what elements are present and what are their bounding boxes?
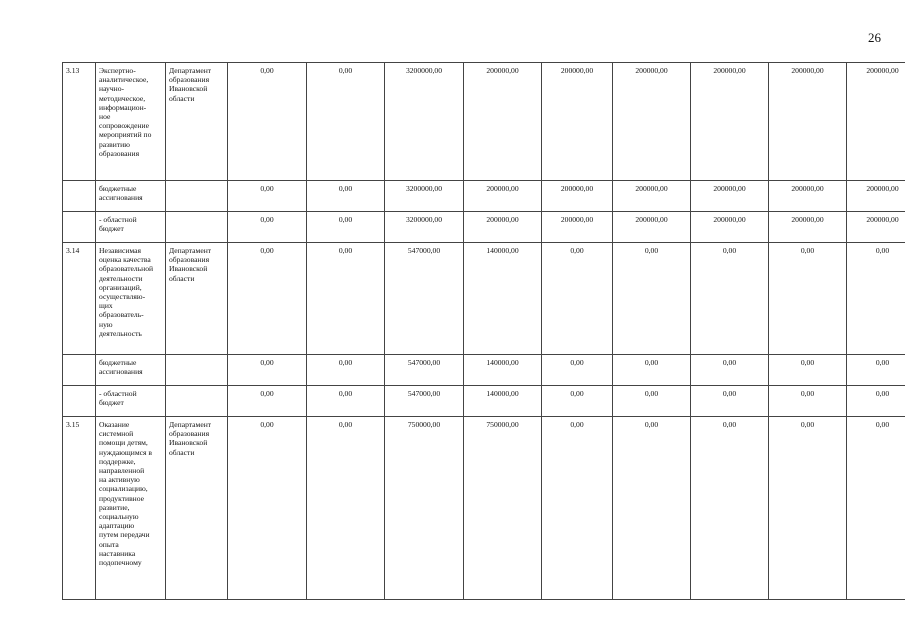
value-cell: 200000,00 [769, 212, 847, 243]
page-number: 26 [868, 30, 881, 45]
value-cell: 200000,00 [769, 63, 847, 181]
value-cell: 200000,00 [613, 63, 691, 181]
row-code-cell: 3.15 [63, 417, 96, 600]
value-cell: 0,00 [769, 355, 847, 386]
value-cell: 200000,00 [542, 63, 613, 181]
value-cell: 0,00 [847, 417, 905, 600]
value-cell: 0,00 [769, 243, 847, 355]
value-cell: 0,00 [228, 181, 307, 212]
value-cell: 0,00 [228, 386, 307, 417]
value-cell: 140000,00 [464, 243, 542, 355]
value-cell: 140000,00 [464, 355, 542, 386]
value-cell: 0,00 [307, 181, 385, 212]
value-cell: 0,00 [307, 355, 385, 386]
value-cell: 0,00 [307, 386, 385, 417]
row-name-cell: Оказание системной помощи детям, нуждающимся в поддержке, направленной на активную социализацию, продуктивное развитие, социальную адаптацию путем передачи опыта наставника подопечному [96, 417, 166, 600]
value-cell: 0,00 [228, 417, 307, 600]
table-row [63, 212, 905, 243]
value-cell: 0,00 [228, 212, 307, 243]
value-cell: 140000,00 [464, 386, 542, 417]
value-cell: 0,00 [691, 355, 769, 386]
row-executor-cell [166, 181, 228, 212]
value-cell: 200000,00 [847, 181, 905, 212]
value-cell: 200000,00 [691, 181, 769, 212]
value-cell: 0,00 [769, 417, 847, 600]
value-cell: 200000,00 [691, 212, 769, 243]
row-executor-cell [166, 355, 228, 386]
value-cell: 200000,00 [613, 212, 691, 243]
table-row [63, 355, 905, 386]
value-cell: 0,00 [613, 417, 691, 600]
value-cell: 200000,00 [613, 181, 691, 212]
row-code-cell [63, 181, 96, 212]
row-name-cell: бюджетные ассигнования [96, 181, 166, 212]
row-name-cell: бюджетные ассигнования [96, 355, 166, 386]
row-executor-cell: Департамент образования Ивановской области [166, 63, 228, 181]
row-name-cell: - областной бюджет [96, 212, 166, 243]
value-cell: 0,00 [769, 386, 847, 417]
value-cell: 0,00 [542, 355, 613, 386]
table-row [63, 63, 905, 181]
value-cell: 0,00 [542, 417, 613, 600]
value-cell: 0,00 [228, 243, 307, 355]
value-cell: 0,00 [613, 386, 691, 417]
row-executor-cell: Департамент образования Ивановской области [166, 417, 228, 600]
value-cell: 200000,00 [847, 63, 905, 181]
row-name-cell: - областной бюджет [96, 386, 166, 417]
value-cell: 200000,00 [847, 212, 905, 243]
value-cell: 0,00 [847, 386, 905, 417]
value-cell: 0,00 [613, 243, 691, 355]
value-cell: 200000,00 [769, 181, 847, 212]
value-cell: 0,00 [307, 417, 385, 600]
value-cell: 0,00 [691, 386, 769, 417]
value-cell: 547000,00 [385, 243, 464, 355]
value-cell: 750000,00 [464, 417, 542, 600]
table-row [63, 417, 905, 600]
table-row [63, 243, 905, 355]
value-cell: 3200000,00 [385, 63, 464, 181]
row-code-cell: 3.13 [63, 63, 96, 181]
row-code-cell: 3.14 [63, 243, 96, 355]
value-cell: 0,00 [307, 243, 385, 355]
budget-table-body [63, 63, 905, 600]
value-cell: 0,00 [542, 243, 613, 355]
value-cell: 200000,00 [464, 63, 542, 181]
value-cell: 0,00 [691, 417, 769, 600]
row-code-cell [63, 355, 96, 386]
value-cell: 0,00 [542, 386, 613, 417]
value-cell: 3200000,00 [385, 212, 464, 243]
value-cell: 0,00 [228, 63, 307, 181]
value-cell: 0,00 [613, 355, 691, 386]
value-cell: 200000,00 [542, 181, 613, 212]
row-executor-cell: Департамент образования Ивановской области [166, 243, 228, 355]
value-cell: 200000,00 [542, 212, 613, 243]
table-row [63, 386, 905, 417]
value-cell: 0,00 [847, 243, 905, 355]
value-cell: 547000,00 [385, 355, 464, 386]
row-name-cell: Независимая оценка качества образовательной деятельности организаций, осуществляю- щих образователь- ную деятельность [96, 243, 166, 355]
value-cell: 0,00 [691, 243, 769, 355]
row-code-cell [63, 386, 96, 417]
table-row [63, 181, 905, 212]
value-cell: 0,00 [307, 63, 385, 181]
value-cell: 200000,00 [691, 63, 769, 181]
value-cell: 547000,00 [385, 386, 464, 417]
value-cell: 200000,00 [464, 212, 542, 243]
row-executor-cell [166, 212, 228, 243]
value-cell: 750000,00 [385, 417, 464, 600]
value-cell: 200000,00 [464, 181, 542, 212]
value-cell: 0,00 [228, 355, 307, 386]
row-executor-cell [166, 386, 228, 417]
row-name-cell: Экспертно- аналитическое, научно- методическое, информацион- ное сопровождение мероприятий по развитию образования [96, 63, 166, 181]
value-cell: 3200000,00 [385, 181, 464, 212]
row-code-cell [63, 212, 96, 243]
value-cell: 0,00 [307, 212, 385, 243]
budget-table [62, 62, 905, 600]
value-cell: 0,00 [847, 355, 905, 386]
